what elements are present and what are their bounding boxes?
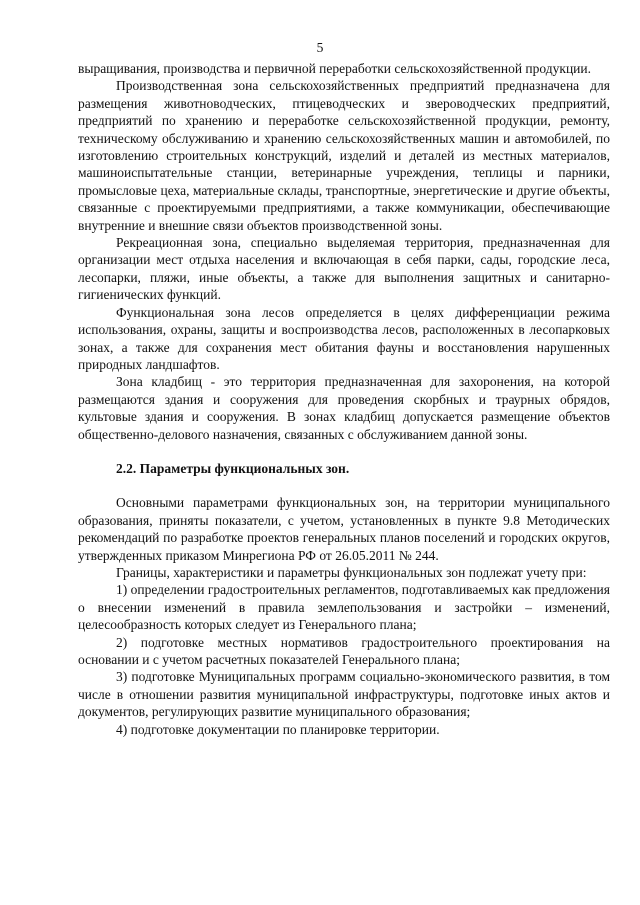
list-item-3: 3) подготовке Муниципальных программ социально-экономического развития, в том числе в отношении развития муниципальной инфраструктуры, подготовке иных актов и документов, регулирующих развитие муниципального образования; bbox=[78, 669, 610, 720]
list-item-1: 1) определении градостроительных регламентов, подготавливаемых как предложения о внесении изменений в правила землепользования и застройки – изменений, целесообразность которых следует из Генерального плана; bbox=[78, 582, 610, 633]
list-item-2: 2) подготовке местных нормативов градостроительного проектирования на основании и с учетом расчетных показателей Генерального плана; bbox=[78, 634, 610, 667]
paragraph-production-zone: Производственная зона сельскохозяйственных предприятий предназначена для размещения животноводческих, птицеводческих и звероводческих предприятий, предприятий по хранению и переработке сельскохозяйственной продукции, ремонту, техническому обслуживанию и хранению сельскохозяйственных машин и автомобилей, по изготовлению строительных конструкций, изделий и деталей из местных материалов, машиноиспытательные станции, ветеринарные учреждения, теплицы и парники, промысловые цеха, материальные склады, транспортные, энергетические и другие объекты, связанные с проектируемыми предприятиями, а также коммуникации, обеспечивающие внутренние и внешние связи объектов производственной зоны. bbox=[78, 78, 610, 233]
page-number: 5 bbox=[316, 40, 324, 55]
paragraph-recreation-zone: Рекреационная зона, специально выделяемая территория, предназначенная для организации мест отдыха населения и включающая в себя парки, сады, городские леса, лесопарки, пляжи, иные объекты, а также для выполнения защитных и санитарно-гигиенических функций. bbox=[78, 235, 610, 303]
paragraph-forest-zone: Функциональная зона лесов определяется в целях дифференциации режима использования, охраны, защиты и воспроизводства лесов, расположенных в лесопарковых зонах, а также для сохранения мест обитания фауны и восстановления нарушенных природных ландшафтов. bbox=[78, 304, 610, 372]
spacer bbox=[78, 443, 610, 460]
page-body bbox=[78, 60, 610, 738]
spacer bbox=[78, 477, 610, 494]
paragraph-continuation: выращивания, производства и первичной переработки сельскохозяйственной продукции. bbox=[78, 61, 591, 76]
paragraph-boundaries: Границы, характеристики и параметры функциональных зон подлежат учету при: bbox=[116, 564, 587, 580]
paragraph-cemetery-zone: Зона кладбищ - это территория предназначенная для захоронения, на которой размещаются здания и сооружения для проведения скорбных и траурных обрядов, культовые здания и сооружения. В зонах кладбищ допускается размещение объектов общественно-делового назначения, связанных с обслуживанием данной зоны. bbox=[78, 374, 610, 442]
paragraph-main-parameters: Основными параметрами функциональных зон, на территории муниципального образования, приняты показатели, с учетом, установленных в пункте 9.8 Методических рекомендаций по разработке проектов генеральных планов поселений и городских округов, утвержденных приказом Минрегиона РФ от 26.05.2011 № 244. bbox=[78, 495, 610, 563]
section-heading: 2.2. Параметры функциональных зон. bbox=[116, 460, 350, 476]
list-item-4: 4) подготовке документации по планировке территории. bbox=[116, 721, 440, 737]
